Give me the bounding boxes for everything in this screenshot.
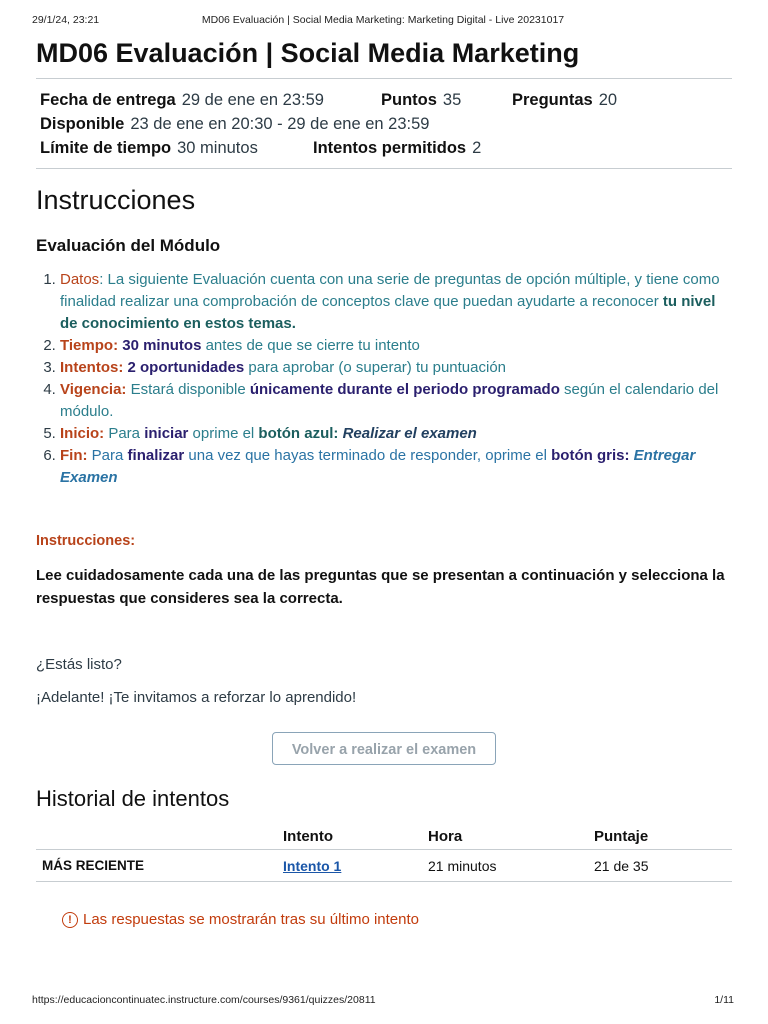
- print-header: [32, 14, 734, 30]
- questions-label: Preguntas: [512, 91, 593, 109]
- item-strong: 2 oportunidades: [127, 359, 245, 376]
- instructions-body: Lee cuidadosamente cada una de las preguntas que se presentan a continuación y selecciona la respuestas que consideres sea la correcta.: [36, 567, 725, 607]
- attempts-value: 2: [472, 139, 482, 157]
- item-strong: iniciar: [144, 425, 189, 442]
- points-value: 35: [442, 91, 462, 109]
- print-footer: [32, 994, 734, 1010]
- item-text: antes de que se cierre tu intento: [201, 337, 420, 354]
- item-strong: finalizar: [127, 447, 185, 464]
- list-item: [60, 379, 732, 423]
- quiz-title: MD06 Evaluación | Social Media Marketing: [36, 38, 580, 68]
- questions-value: 20: [598, 91, 618, 109]
- list-item: [60, 269, 732, 335]
- list-item: [60, 445, 732, 489]
- item-label: Intentos:: [60, 359, 124, 376]
- item-label: Inicio:: [60, 425, 105, 442]
- time-limit-value: 30 minutos: [177, 139, 258, 157]
- warning-circle-icon: !: [62, 912, 78, 928]
- print-datetime: 29/1/24, 23:21: [32, 14, 100, 26]
- quiz-content: [36, 36, 732, 930]
- details-row-1: [40, 88, 728, 112]
- attempt-history-table: [36, 823, 732, 882]
- quiz-details: [36, 79, 732, 164]
- item-text: oprime el: [188, 425, 259, 442]
- available-label: Disponible: [40, 115, 125, 133]
- available-value: 23 de ene en 20:30 - 29 de ene en 23:59: [130, 115, 430, 133]
- item-text: Para: [104, 425, 145, 442]
- module-heading: Evaluación del Módulo: [36, 236, 221, 255]
- list-item: [60, 335, 732, 357]
- table-header-row: [36, 823, 732, 850]
- list-item: [60, 357, 732, 379]
- details-row-2: [40, 112, 728, 136]
- item-label: Vigencia:: [60, 381, 127, 398]
- item-strong: únicamente durante el periodo programado: [249, 381, 560, 398]
- points: [381, 88, 461, 112]
- column-header: Puntaje: [588, 823, 732, 850]
- instructions-label: Instrucciones:: [36, 533, 136, 549]
- item-text: para aprobar (o superar) tu puntuación: [244, 359, 507, 376]
- item-text: una vez que hayas terminado de responder, oprime el: [184, 447, 552, 464]
- divider: [36, 168, 732, 169]
- item-label: Tiempo:: [60, 337, 119, 354]
- notice-text: Las respuestas se mostrarán tras su último intento: [83, 911, 419, 928]
- time-cell: 21 minutos: [422, 850, 588, 882]
- item-text: Para: [87, 447, 128, 464]
- column-header: Intento: [277, 823, 422, 850]
- latest-label: MÁS RECIENTE: [36, 850, 277, 882]
- item-label: Fin:: [60, 447, 88, 464]
- attempts-label: Intentos permitidos: [313, 139, 467, 157]
- questions: [512, 88, 617, 112]
- column-header: Hora: [422, 823, 588, 850]
- print-url: https://educacioncontinuatec.instructure.com/courses/9361/quizzes/20811: [32, 994, 376, 1006]
- retake-quiz-button[interactable]: Volver a realizar el examen: [272, 732, 496, 765]
- item-strong: botón gris:: [551, 447, 630, 464]
- column-header: [36, 823, 277, 850]
- retake-container: [36, 732, 732, 765]
- item-emphasis: Realizar el examen: [338, 425, 477, 442]
- item-text: según el calendario del módulo.: [60, 381, 719, 420]
- due-date: [40, 88, 324, 112]
- details-row-3: [40, 136, 728, 160]
- item-label: Datos: [60, 271, 100, 288]
- item-strong: tu nivel de conocimiento en estos temas.: [60, 293, 716, 332]
- attempts-allowed: [313, 136, 481, 160]
- points-label: Puntos: [381, 91, 437, 109]
- answers-notice: [62, 910, 732, 930]
- print-page-number: 1/11: [714, 994, 734, 1006]
- encouragement-text: ¡Adelante! ¡Te invitamos a reforzar lo aprendido!: [36, 689, 357, 706]
- item-emphasis: Entregar Examen: [60, 447, 696, 486]
- attempt-link[interactable]: Intento 1: [283, 857, 342, 874]
- score-cell: 21 de 35: [588, 850, 732, 882]
- item-text: Estará disponible: [126, 381, 250, 398]
- instructions-heading: Instrucciones: [36, 185, 196, 215]
- list-item: [60, 423, 732, 445]
- item-text: : La siguiente Evaluación cuenta con una serie de preguntas de opción múltiple, y tiene como finalidad realizar una comprobación de conceptos clave que puedan ayudarte a reconocer: [60, 271, 720, 310]
- item-strong: botón azul:: [258, 425, 339, 442]
- time-limit: [40, 136, 258, 160]
- table-row: [36, 850, 732, 882]
- time-limit-label: Límite de tiempo: [40, 139, 172, 157]
- print-page-title: MD06 Evaluación | Social Media Marketing: Marketing Digital - Live 20231017: [201, 14, 565, 26]
- due-value: 29 de ene en 23:59: [181, 91, 324, 109]
- attempt-history-heading: Historial de intentos: [36, 786, 230, 811]
- item-strong: 30 minutos: [122, 337, 202, 354]
- due-label: Fecha de entrega: [40, 91, 176, 109]
- instructions-list: [36, 269, 732, 489]
- ready-question: ¿Estás listo?: [36, 656, 122, 673]
- attempt-cell: [277, 850, 422, 882]
- availability: [40, 112, 429, 136]
